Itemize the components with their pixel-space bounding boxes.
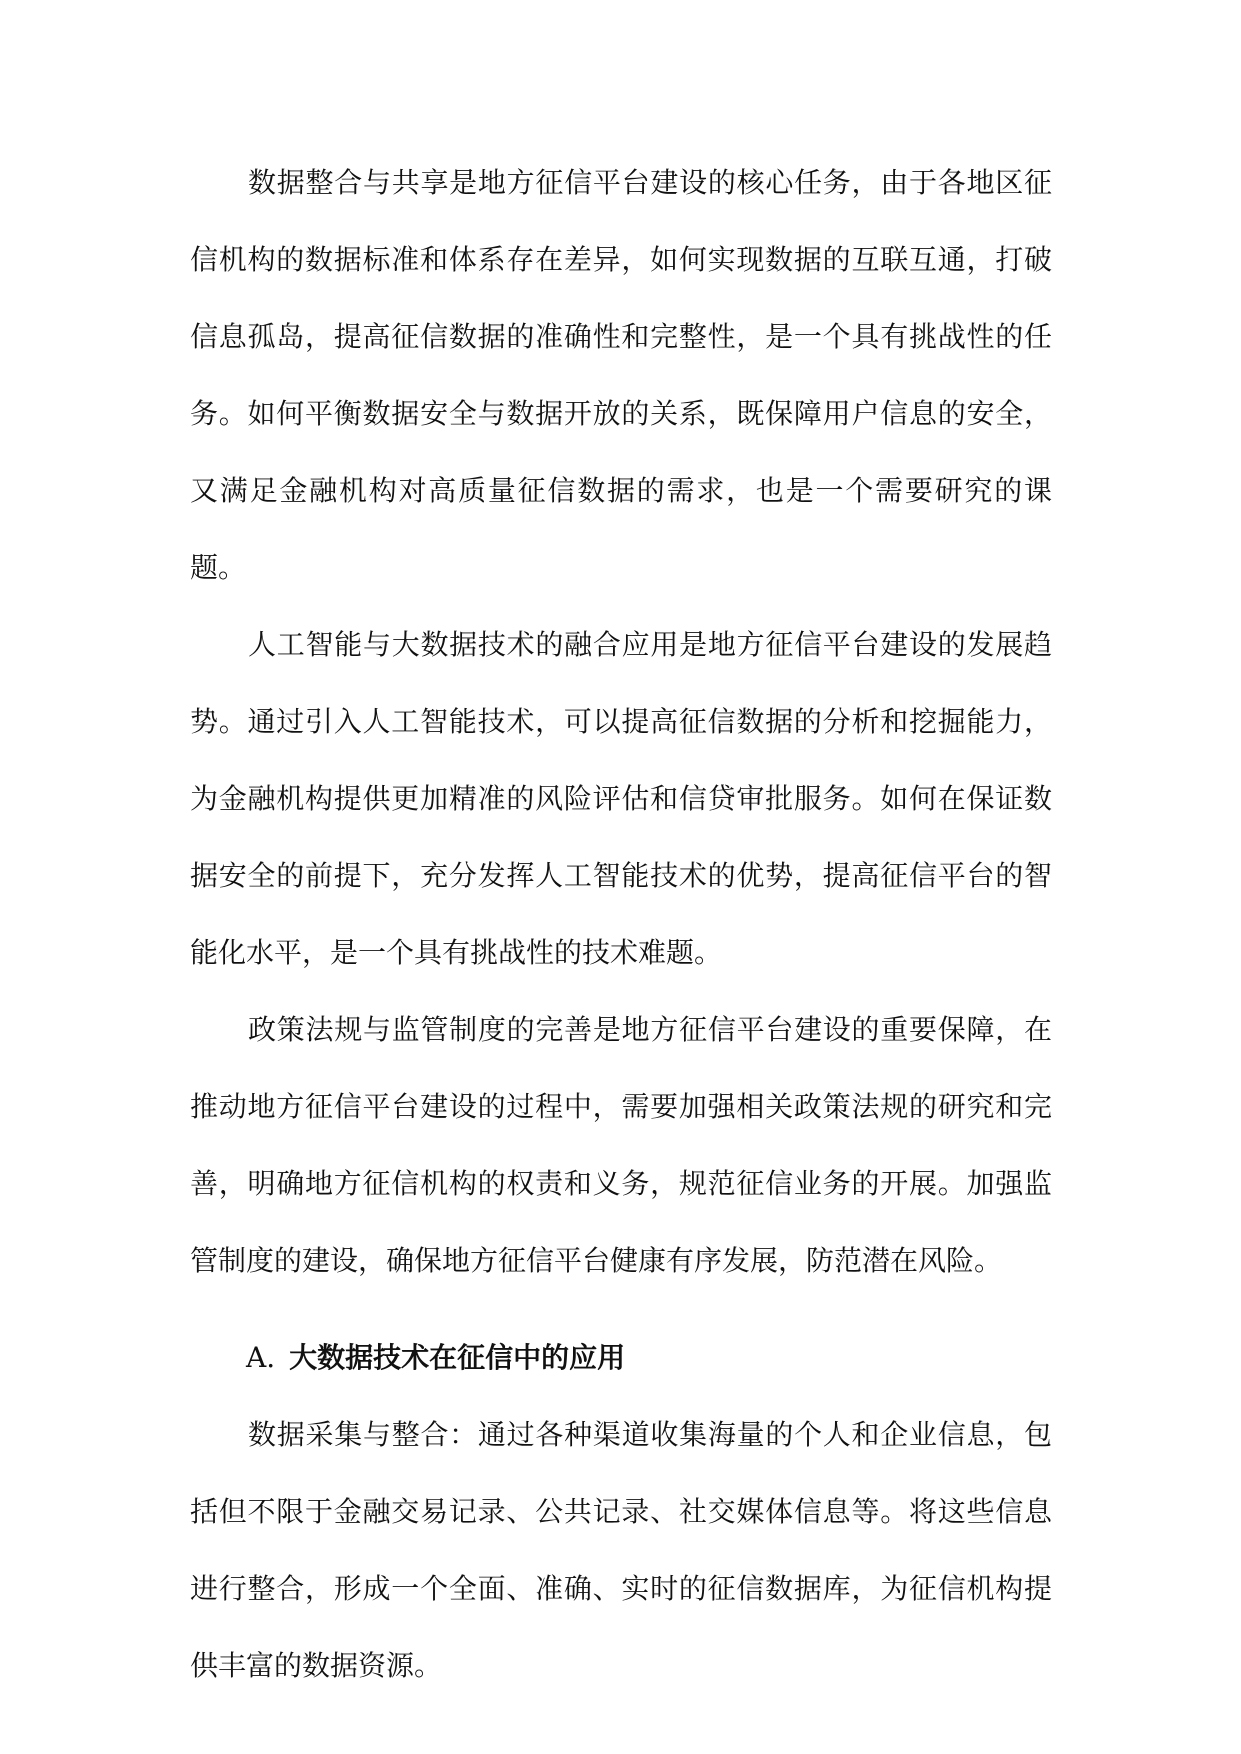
- paragraph-ai-bigdata: 人工智能与大数据技术的融合应用是地方征信平台建设的发展趋势。通过引入人工智能技术，可以提高征信数据的分析和挖掘能力，为金融机构提供更加精准的风险评估和信贷审批服务。如何在保证数据安全的前提下，充分发挥人工智能技术的优势，提高征信平台的智能化水平，是一个具有挑战性的技术难题。: [190, 628, 1052, 969]
- section-heading: [190, 1319, 1052, 1396]
- section-marker: A.: [246, 1341, 276, 1374]
- section-title: 大数据技术在征信中的应用: [289, 1341, 626, 1374]
- paragraph-data-integration: 数据整合与共享是地方征信平台建设的核心任务，由于各地区征信机构的数据标准和体系存在差异，如何实现数据的互联互通，打破信息孤岛，提高征信数据的准确性和完整性，是一个具有挑战性的任务。如何平衡数据安全与数据开放的关系，既保障用户信息的安全，又满足金融机构对高质量征信数据的需求，也是一个需要研究的课题。: [190, 166, 1052, 584]
- paragraph-data-collection: 数据采集与整合：通过各种渠道收集海量的个人和企业信息，包括但不限于金融交易记录、公共记录、社交媒体信息等。将这些信息进行整合，形成一个全面、准确、实时的征信数据库，为征信机构提供丰富的数据资源。: [190, 1418, 1052, 1682]
- paragraph-policy-regulation: 政策法规与监管制度的完善是地方征信平台建设的重要保障，在推动地方征信平台建设的过程中，需要加强相关政策法规的研究和完善，明确地方征信机构的权责和义务，规范征信业务的开展。加强监管制度的建设，确保地方征信平台健康有序发展，防范潜在风险。: [190, 1013, 1052, 1277]
- document-page: [190, 144, 1052, 1704]
